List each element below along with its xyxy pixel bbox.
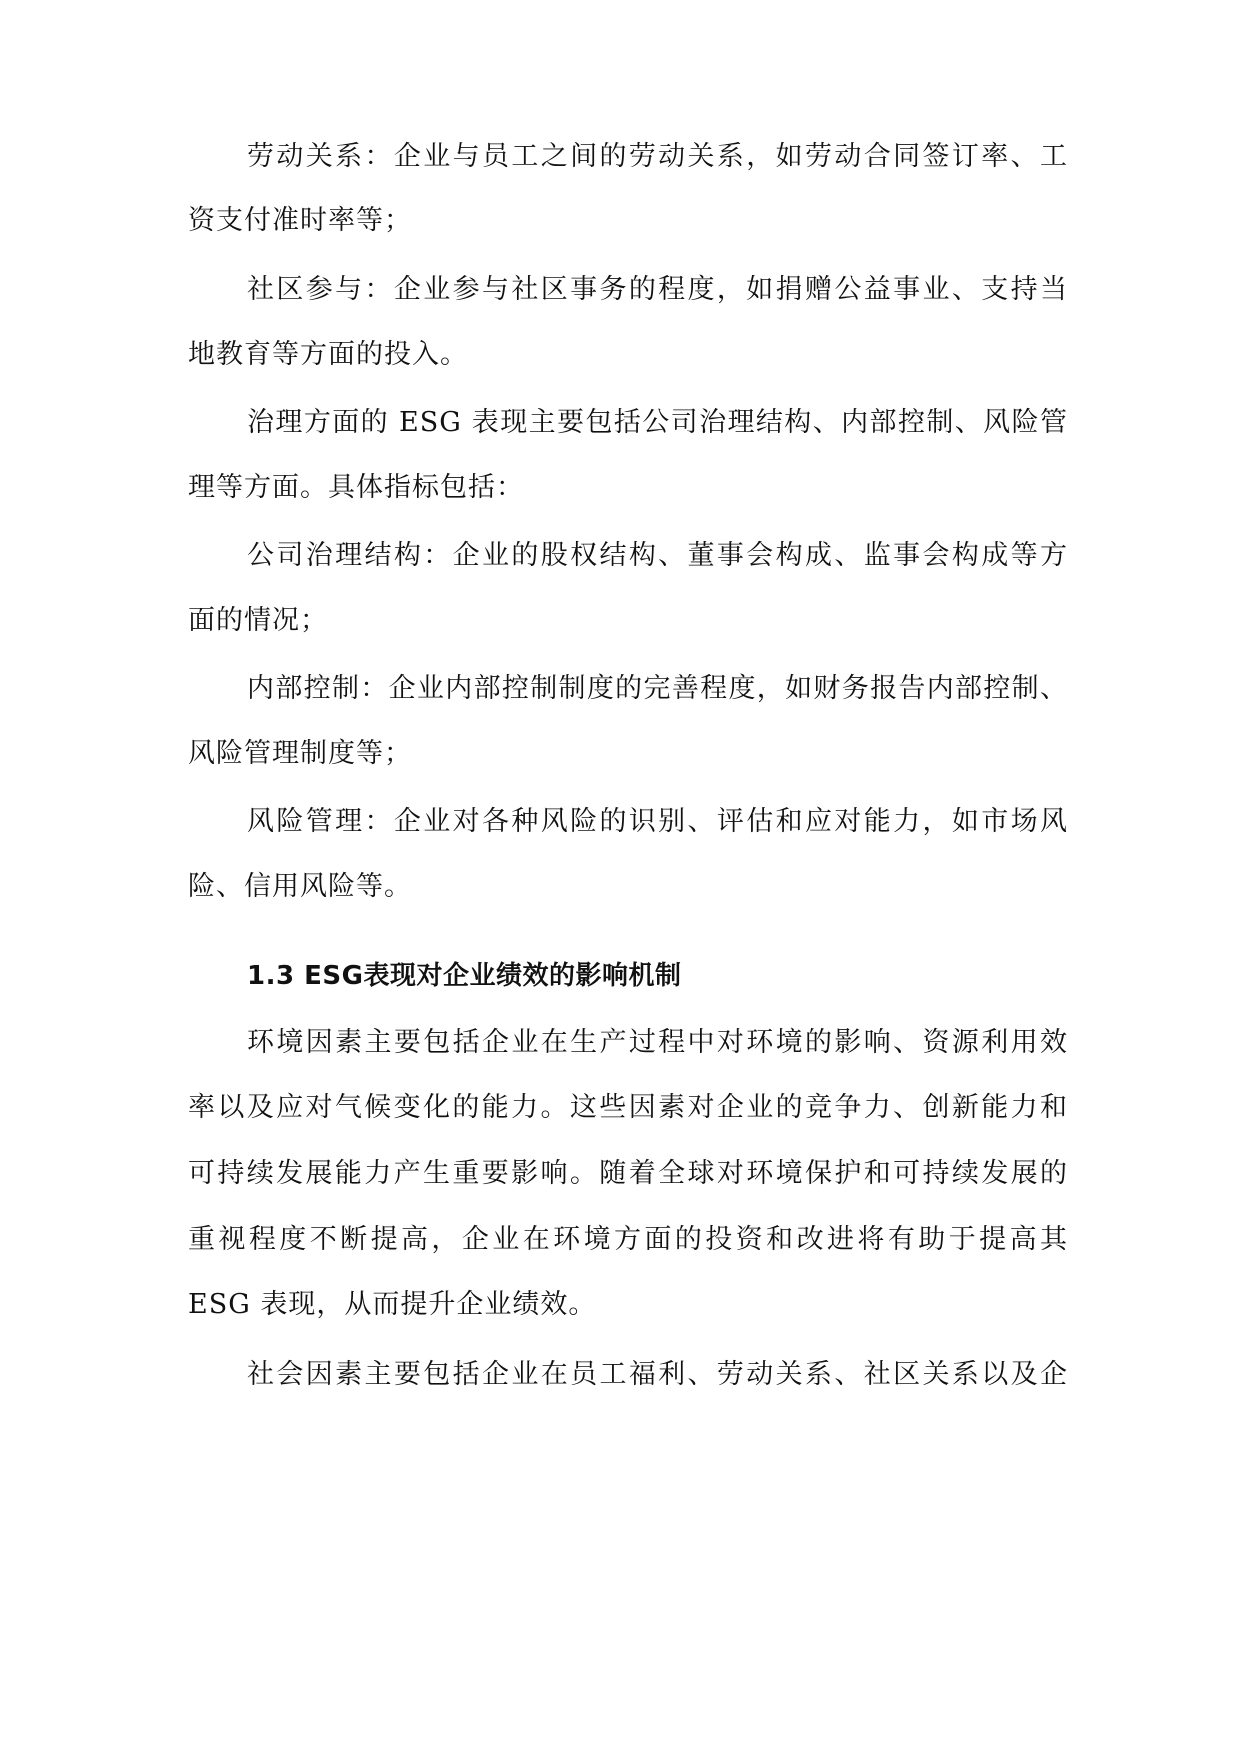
paragraph-line: 社会因素主要包括企业在员工福利、劳动关系、社区关系以及企 (247, 1359, 1068, 1390)
paragraph-line: 地教育等方面的投入。 (188, 339, 468, 370)
paragraph-line: 治理方面的 ESG 表现主要包括公司治理结构、内部控制、风险管 (247, 407, 1068, 438)
paragraph-line: 险、信用风险等。 (188, 871, 412, 902)
paragraph-line: 公司治理结构：企业的股权结构、董事会构成、监事会构成等方 (247, 540, 1068, 571)
section-heading: 1.3 ESG表现对企业绩效的影响机制 (247, 961, 682, 991)
paragraph-line: 率以及应对气候变化的能力。这些因素对企业的竞争力、创新能力和 (188, 1092, 1068, 1123)
paragraph-line: 理等方面。具体指标包括： (188, 472, 524, 503)
paragraph-line: 内部控制：企业内部控制制度的完善程度，如财务报告内部控制、 (247, 673, 1068, 704)
paragraph-line: 风险管理制度等； (188, 738, 412, 769)
paragraph-line: 环境因素主要包括企业在生产过程中对环境的影响、资源利用效 (247, 1027, 1068, 1058)
paragraph-line: 社区参与：企业参与社区事务的程度，如捐赠公益事业、支持当 (247, 274, 1068, 305)
paragraph-line: ESG 表现，从而提升企业绩效。 (188, 1289, 597, 1320)
paragraph-line: 重视程度不断提高，企业在环境方面的投资和改进将有助于提高其 (188, 1224, 1068, 1255)
paragraph-line: 可持续发展能力产生重要影响。随着全球对环境保护和可持续发展的 (188, 1158, 1068, 1189)
paragraph-line: 劳动关系：企业与员工之间的劳动关系，如劳动合同签订率、工 (247, 141, 1068, 172)
paragraph-line: 资支付准时率等； (188, 205, 412, 236)
paragraph-line: 风险管理：企业对各种风险的识别、评估和应对能力，如市场风 (247, 806, 1068, 837)
paragraph-line: 面的情况； (188, 605, 328, 636)
